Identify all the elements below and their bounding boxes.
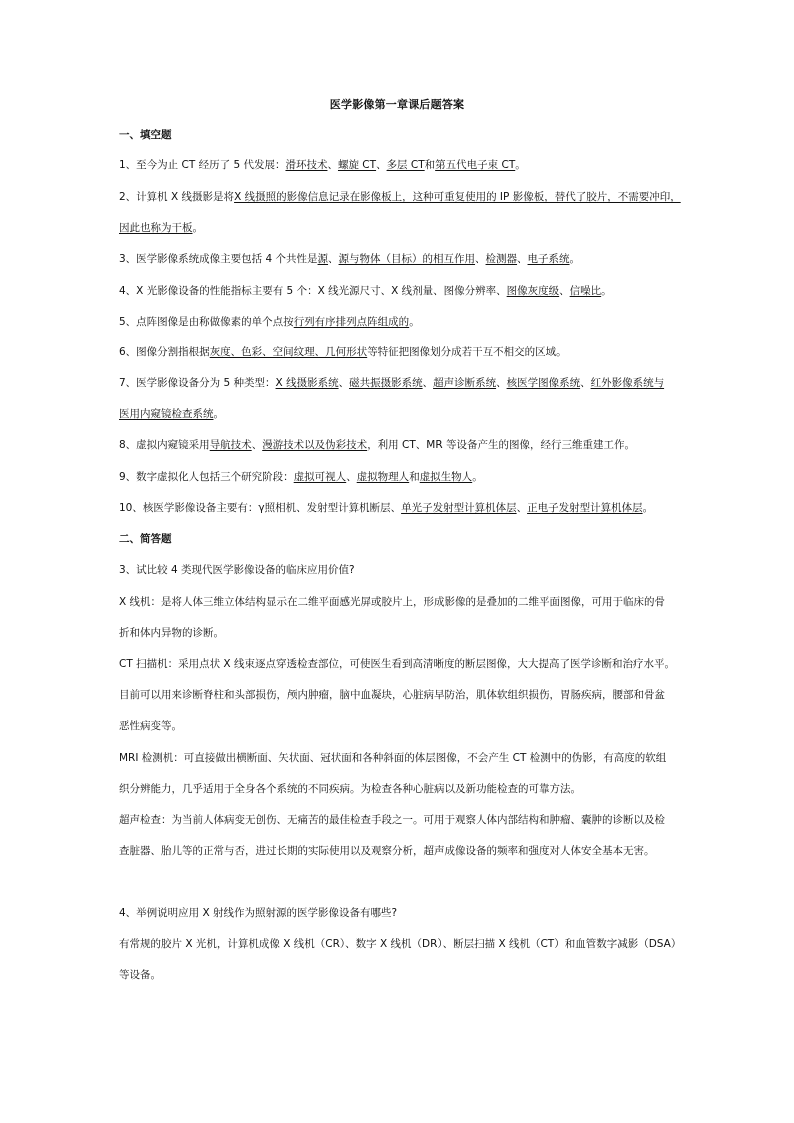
us-line2: 查脏器、胎儿等的正常与否，进过长期的实际使用以及观察分析，超声成像设备的频率和强度对人体安全基本无害。: [119, 845, 655, 857]
fill-q7-line1: 7、医学影像设备分为 5 种类型：X 线摄影系统、磁共振摄影系统、超声诊断系统、核医学图像系统、红外影像系统与: [119, 377, 665, 389]
mri-line1: MRI 检测机：可直接做出横断面、矢状面、冠状面和各种斜面的体层图像，不会产生 CT 检测中的伪影，有高度的软组: [119, 752, 667, 764]
fill-q7-line2: 医用内窥镜检查系统。: [119, 408, 224, 420]
mri-line2: 织分辨能力，几乎适用于全身各个系统的不同疾病。为检查各种心脏病以及新功能检查的可靠方法。: [119, 783, 581, 795]
fill-q6: 6、图像分割指根据灰度、色彩、空间纹理、几何形状等特征把图像划分成若干互不相交的区域。: [119, 346, 567, 358]
fill-q10: 10、核医学影像设备主要有：γ照相机、发射型计算机断层、单光子发射型计算机体层、正电子发射型计算机体层。: [119, 502, 654, 514]
fill-q3: 3、医学影像系统成像主要包括 4 个共性是源、源与物体（目标）的相互作用、检测器、电子系统。: [119, 253, 581, 265]
page-title: 医学影像第一章课后题答案: [329, 98, 465, 111]
answer-q4-line2: 等设备。: [119, 969, 161, 981]
ct-line1: CT 扫描机：采用点状 X 线束逐点穿透检查部位，可使医生看到高清晰度的断层图像，大大提高了医学诊断和治疗水平。: [119, 658, 675, 670]
fill-q5: 5、点阵图像是由称做像素的单个点按行列有序排列点阵组成的。: [119, 316, 420, 328]
xray-line2: 折和体内异物的诊断。: [119, 627, 224, 639]
fill-q2-line2: 因此也称为干板。: [119, 222, 203, 234]
fill-q9: 9、数字虚拟化人包括三个研究阶段：虚拟可视人、虚拟物理人和虚拟生物人。: [119, 471, 483, 483]
fill-q2-line1: 2、计算机 X 线摄影是将X 线摄照的影像信息记录在影像板上，这种可重复使用的 IP 影像板，替代了胶片，不需要冲印，: [119, 191, 681, 203]
fill-q8: 8、虚拟内窥镜采用导航技术、漫游技术以及伪彩技术，利用 CT、MR 等设备产生的图像，经行三维重建工作。: [119, 439, 635, 451]
ct-line2: 目前可以用来诊断脊柱和头部损伤，颅内肿瘤，脑中血凝块，心脏病早防治，肌体软组织损伤，胃肠疾病，腰部和骨盆: [119, 689, 665, 701]
fill-q1: 1、至今为止 CT 经历了 5 代发展：滑环技术、螺旋 CT、多层 CT和第五代电子束 CT。: [119, 159, 526, 171]
section-short-heading: 二、简答题: [119, 533, 172, 545]
ct-line3: 恶性病变等。: [119, 720, 182, 732]
section-fill-heading: 一、填空题: [119, 129, 172, 141]
answer-q4-line1: 有常规的胶片 X 光机，计算机成像 X 线机（CR）、数字 X 线机（DR）、断层扫描 X 线机（CT）和血管数字减影（DSA）: [119, 938, 682, 950]
short-q4: 4、举例说明应用 X 射线作为照射源的医学影像设备有哪些?: [119, 907, 398, 919]
us-line1: 超声检查：为当前人体病变无创伤、无痛苦的最佳检查手段之一。可用于观察人体内部结构和肿瘤、囊肿的诊断以及检: [119, 814, 665, 826]
xray-line1: X 线机：是将人体三维立体结构显示在二维平面感光屏或胶片上，形成影像的是叠加的二维平面图像，可用于临床的骨: [119, 596, 666, 608]
short-q3: 3、试比较 4 类现代医学影像设备的临床应用价值?: [119, 564, 355, 576]
fill-q4: 4、X 光影像设备的性能指标主要有 5 个：X 线光源尺寸、X 线剂量、图像分辨率、图像灰度级、信噪比。: [119, 285, 612, 297]
